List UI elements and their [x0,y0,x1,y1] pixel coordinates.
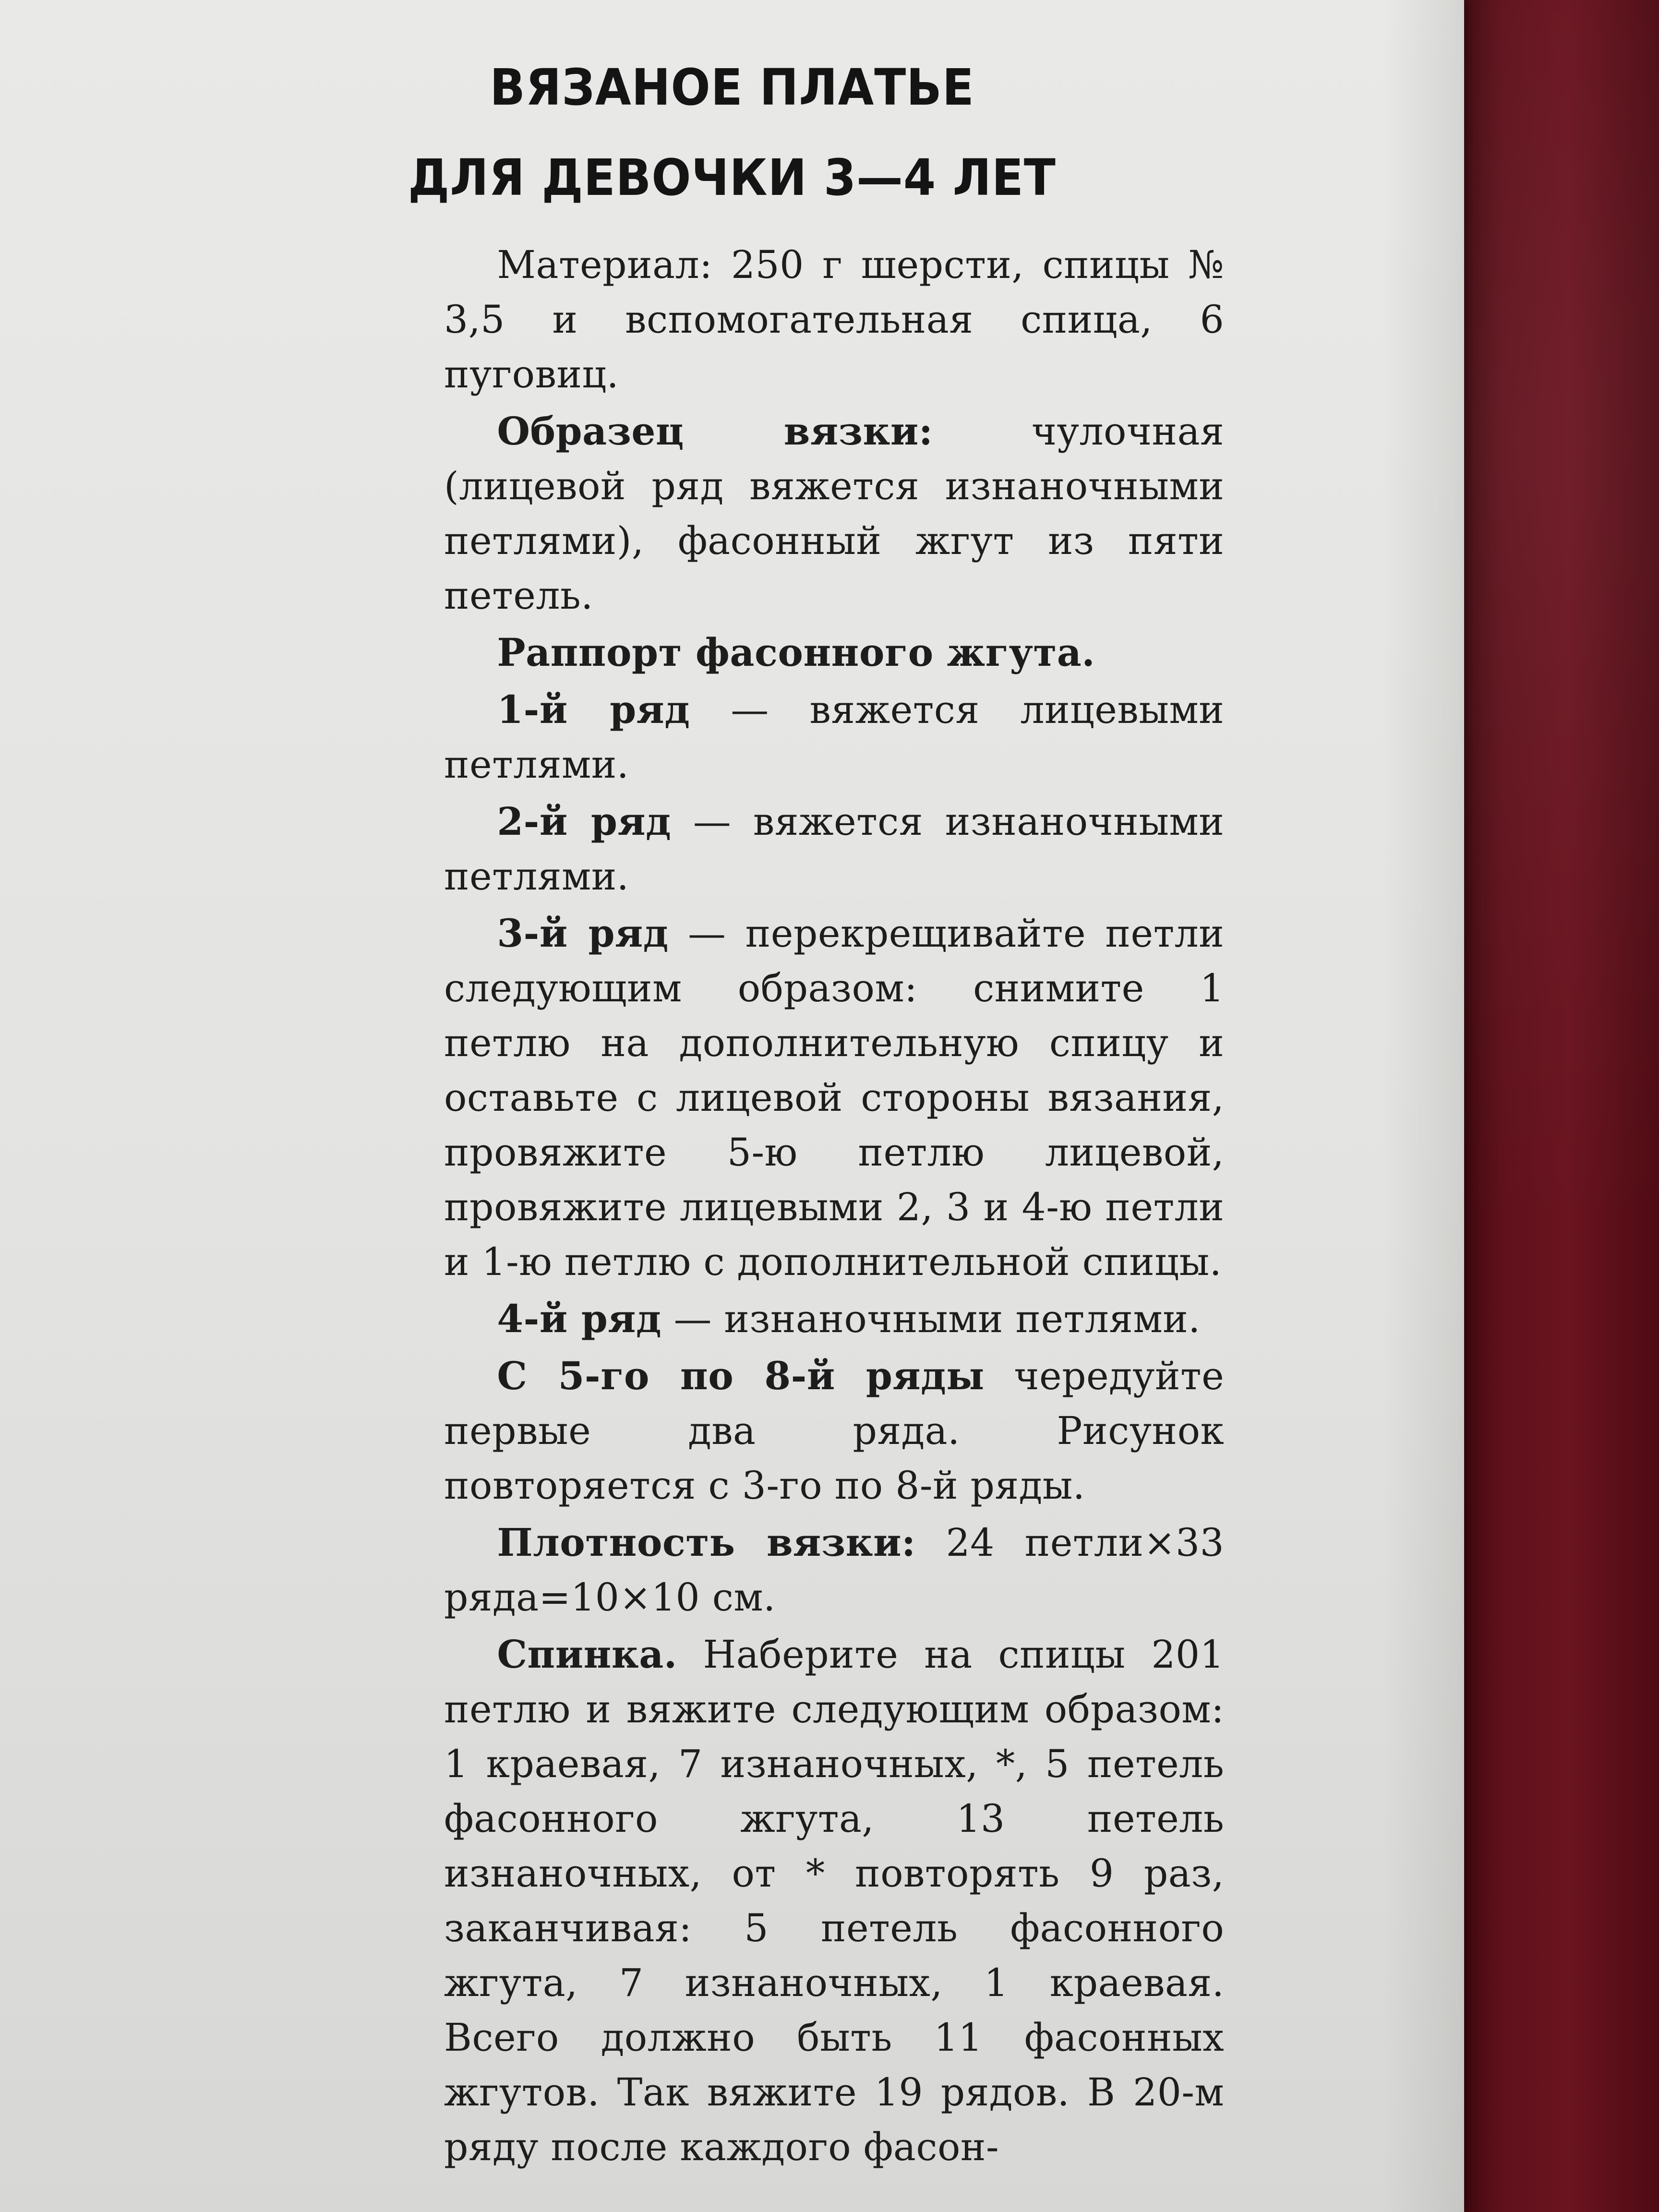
title-line-2: ДЛЯ ДЕВОЧКИ 3—4 ЛЕТ [408,148,1056,207]
paragraph-row-3 [444,906,1224,1289]
book-cover-edge [1457,0,1659,2212]
paragraph-rows-5-8-text: чередуйте первые два ряда. Рисунок повторяется с 3-го по 8-й ряды. [444,1354,1225,1508]
paragraph-rows-5-8 [444,1348,1224,1513]
paragraph-pattern-sample-bold: Образец вязки: [497,409,933,454]
paragraph-row-3-text: — перекрещивайте петли следующим образом: снимите 1 петлю на дополнительную спицу и оставьте с лицевой стороны вязания, провяжите 5-ю петлю лицевой, провяжите лицевыми 2, 3 и 4-ю петли и 1-ю петлю с дополнительной спицы. [444,911,1225,1284]
paragraph-row-1-bold: 1-й ряд [497,687,690,732]
paragraph-back-text: Наберите на спицы 201 петлю и вяжите следующим образом: 1 краевая, 7 изнаночных, *, 5 петель фасонного жгута, 13 петель изнаночных, от * повторять 9 раз, заканчивая: 5 петель фасонного жгута, 7 изнаночных, 1 краевая. Всего должно быть 11 фасонных жгутов. Так вяжите 19 рядов. В 20-м ряду после каждого фасон- [444,1632,1225,2169]
paragraph-back-bold: Спинка. [497,1632,677,1677]
paragraph-density-bold: Плотность вязки: [497,1520,916,1565]
paragraph-row-3-bold: 3-й ряд [497,911,669,956]
paragraph-row-4-bold: 4-й ряд [497,1296,662,1341]
paragraph-row-4 [444,1291,1224,1346]
paragraph-density [444,1515,1224,1625]
paragraph-row-2 [444,794,1224,904]
paragraph-rows-5-8-bold: С 5-го по 8-й ряды [497,1353,985,1398]
article-body [444,238,1224,2175]
paragraph-back [444,1627,1224,2175]
paragraph-rapport-heading-bold: Раппорт фасонного жгута. [497,630,1095,675]
paragraph-materials-text: Материал: 250 г шерсти, спицы № 3,5 и вспомогательная спица, 6 пуговиц. [444,242,1225,397]
paragraph-materials [444,238,1224,402]
paragraph-rapport-heading [444,625,1224,680]
paragraph-pattern-sample-text: чулочная (лицевой ряд вяжется изнаночными петлями), фасонный жгут из пяти петель. [444,409,1225,618]
paragraph-row-2-bold: 2-й ряд [497,799,672,844]
paragraph-pattern-sample [444,404,1224,623]
paragraph-density-text: 24 петли×33 ряда=10×10 см. [444,1520,1225,1620]
paragraph-row-1-text: — вяжется лицевыми петлями. [444,687,1225,787]
title-line-1: ВЯЗАНОЕ ПЛАТЬЕ [490,58,974,117]
page-title [0,42,1464,223]
paragraph-row-2-text: — вяжется изнаночными петлями. [444,799,1225,899]
paragraph-row-4-text: — изнаночными петлями. [661,1297,1201,1341]
paragraph-row-1 [444,682,1224,792]
